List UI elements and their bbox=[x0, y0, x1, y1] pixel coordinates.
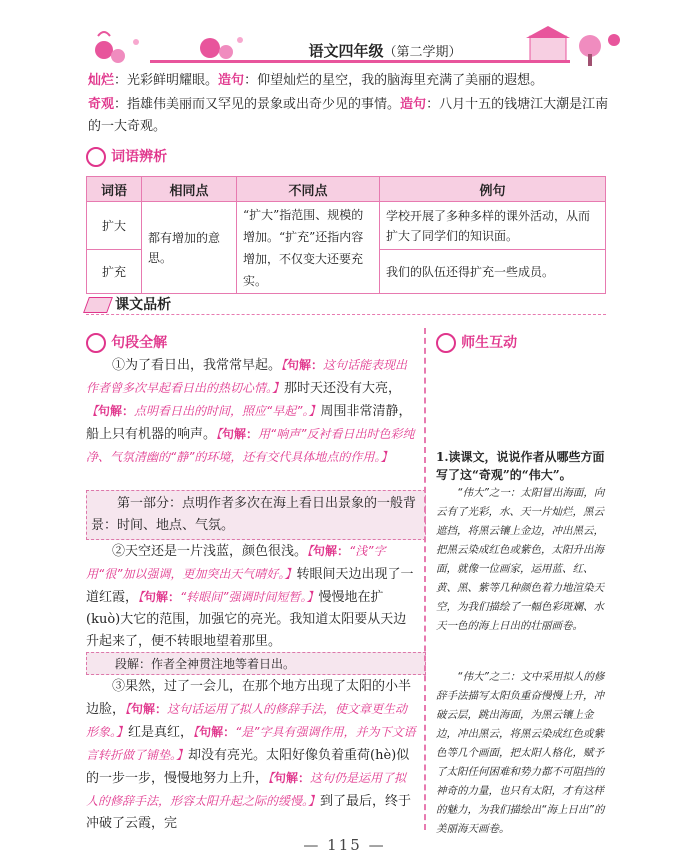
vocab-tag: 造句 bbox=[218, 73, 245, 88]
annotation: “浅”字用“很”加以强调，更加突出天气晴好。 bbox=[86, 544, 386, 581]
paragraph-3: ③果然，过了一会儿，在那个地方出现了太阳的小半边脸，【句解：这句话运用了拟人的修辞手法，使文章更生动形象。】红是真红，【句解：“是”字具有强调作用，并为下文语言转折做了铺垫。】却没有亮光。太阳好像负着重荷(hè)似的一步一步，慢慢地努力上升，【句解：这句仍是运用了拟人的修辞手法，形容太阳升起之际的缓慢。】到了最后，终于冲破了云霞，完 bbox=[86, 679, 416, 831]
magnifier-icon bbox=[86, 147, 106, 167]
answer-paragraph: “伟大”之一：太阳冒出海面，向云有了光彩，水、天一片灿烂，黑云遮挡，将黑云镶上金边，冲出黑云，把黑云染成红色或紫色，太阳升出海面，就像一位画家，运用蓝、红、黄、黑、紫等几种颜色着力地渲染天空，为我们描绘了一幅色彩斑斓、水天一色的海上日出的壮丽画卷。 bbox=[436, 487, 605, 632]
annotation-label: 句解： bbox=[274, 771, 311, 785]
vocab-example: 仰望灿烂的星空，我的脑海里充满了美丽的遐想。 bbox=[257, 73, 544, 88]
table-cell-example: 学校开展了多种多样的课外活动，从而扩大了同学们的知识面。 bbox=[380, 202, 606, 250]
table-header: 词语 bbox=[87, 177, 142, 202]
magnifier-icon bbox=[436, 333, 456, 353]
annotation: 这句话能表现出作者曾多次早起看日出的热切心情。 bbox=[86, 358, 408, 395]
annotation-label: 句解： bbox=[199, 725, 236, 739]
sentence: 到了最后，终于冲破了云霞，完 bbox=[86, 794, 412, 831]
table-header: 例句 bbox=[380, 177, 606, 202]
answer-paragraph: “伟大”之二：文中采用拟人的修辞手法描写太阳负重奋慢慢上升，冲破云层，跳出海面，为黑云镶上金边，冲出黑云，将黑云染成红色或紫色等几个画面，把太阳人格化，赋予了太阳任何困难和势力都不可阻挡的神奇的力量，也只有太阳，才有这样的魅力，为我们描绘出“海上日出”的美丽海天画卷。 bbox=[436, 671, 605, 835]
comparison-table bbox=[86, 176, 606, 294]
annotation: 这句仍是运用了拟人的修辞手法，形容太阳升起之际的缓慢。 bbox=[86, 771, 407, 808]
summary-box: 第一部分：点明作者多次在海上看日出景象的一般背景：时间、地点、气氛。 bbox=[86, 490, 426, 540]
section-title: 句段全解 bbox=[111, 335, 168, 351]
sentence: 却没有亮光。太阳好像负着重荷(hè)似的一步一步，慢慢地努力上升， bbox=[86, 748, 410, 786]
table-cell-word: 扩充 bbox=[87, 250, 142, 294]
sentence: 转眼间天边出现了一道红霞， bbox=[86, 567, 414, 605]
table-header: 相同点 bbox=[142, 177, 237, 202]
vocab-tag: 造句 bbox=[400, 97, 427, 112]
annotation-label: 句解： bbox=[222, 427, 259, 441]
section-title: 词语辨析 bbox=[111, 149, 168, 165]
sentence: ③果然，过了一会儿，在那个地方出现了太阳的小半边脸， bbox=[86, 679, 412, 717]
annotation: “转眼间”强调时间短暂。 bbox=[180, 590, 307, 604]
section-title: 师生互动 bbox=[461, 335, 518, 351]
sentence: 那时天还没有大亮， bbox=[284, 381, 402, 396]
vocab-def: 光彩鲜明耀眼。 bbox=[127, 73, 219, 88]
word-section-heading bbox=[86, 146, 167, 167]
summary-box: 段解：作者全神贯注地等着日出。 bbox=[86, 652, 426, 675]
annotation: “是”字具有强调作用，并为下文语言转折做了铺垫。 bbox=[86, 725, 416, 762]
annotation-label: 句解： bbox=[144, 590, 181, 604]
table-cell-same: 都有增加的意思。 bbox=[142, 202, 237, 294]
sentence: 周围非常清静，船上只有机器的响声。 bbox=[86, 404, 412, 442]
analysis-title: 课文品析 bbox=[115, 297, 172, 313]
header-rule bbox=[150, 60, 570, 63]
page-title bbox=[250, 40, 520, 61]
table-header: 不同点 bbox=[237, 177, 380, 202]
sentence: 红是真红， bbox=[128, 725, 194, 740]
discussion-question: 1.读课文，说说作者从哪些方面写了这“奇观”的“伟大”。 bbox=[436, 450, 605, 482]
vocab-entry: 灿烂：光彩鲜明耀眼。造句：仰望灿烂的星空，我的脑海里充满了美丽的遐想。 bbox=[88, 73, 544, 88]
pencil-icon bbox=[83, 297, 113, 313]
vocab-entry: 奇观：指雄伟美丽而又罕见的景象或出奇少见的事情。造句：八月十五的钱塘江大潮是江南的一大奇观。 bbox=[88, 97, 609, 134]
annotation: 这句话运用了拟人的修辞手法，使文章更生动形象。 bbox=[86, 702, 408, 739]
magnifier-icon bbox=[86, 333, 106, 353]
book-title: 语文四年级 bbox=[308, 42, 384, 60]
vocab-word: 灿烂 bbox=[88, 73, 115, 88]
book-subtitle: （第二学期） bbox=[383, 45, 462, 60]
annotation-label: 句解： bbox=[313, 544, 350, 558]
left-section-heading bbox=[86, 332, 167, 353]
sentence: 慢慢地在扩(kuò)大它的范围，加强它的亮光。我知道太阳要从天边升起来了，便不转眼地望着那里。 bbox=[86, 590, 407, 649]
table-header-row bbox=[87, 177, 606, 202]
table-cell-diff: “扩大”指范围、规模的增加。“扩充”还指内容增加，不仅变大还要充实。 bbox=[237, 202, 380, 294]
sentence: ②天空还是一片浅蓝，颜色很浅。 bbox=[112, 544, 308, 559]
page-number: — 115 — bbox=[303, 836, 386, 854]
vocab-def: 指雄伟美丽而又罕见的景象或出奇少见的事情。 bbox=[127, 97, 401, 112]
table-cell-example: 我们的队伍还得扩充一些成员。 bbox=[380, 250, 606, 294]
sentence: ①为了看日出，我常常早起。 bbox=[112, 358, 282, 373]
vocab-example: 八月十五的钱塘江大潮是江南的一大奇观。 bbox=[88, 97, 609, 134]
column-divider bbox=[424, 328, 426, 830]
paragraph-1: ①为了看日出，我常常早起。【句解：这句话能表现出作者曾多次早起看日出的热切心情。】那时天还没有大亮，【句解：点明看日出的时间，照应“早起”。】周围非常清静，船上只有机器的响声。【句解：用“响声”反衬看日出时色彩纯净、气氛清幽的“静”的环境，还有交代具体地点的作用。】 bbox=[86, 358, 415, 464]
vocab-word: 奇观 bbox=[88, 97, 115, 112]
annotation: 用“响声”反衬看日出时色彩纯净、气氛清幽的“静”的环境，还有交代具体地点的作用。 bbox=[86, 427, 415, 464]
annotation-label: 句解： bbox=[131, 702, 168, 716]
annotation-label: 句解： bbox=[98, 404, 135, 418]
paragraph-2: ②天空还是一片浅蓝，颜色很浅。【句解：“浅”字用“很”加以强调，更加突出天气晴好。】转眼间天边出现了一道红霞，【句解：“转眼间”强调时间短暂。】慢慢地在扩(kuò)大它的范围，加强它的亮光。我知道太阳要从天边升起来了，便不转眼地望着那里。 bbox=[86, 544, 414, 649]
table-cell-word: 扩大 bbox=[87, 202, 142, 250]
annotation: 点明看日出的时间，照应“早起”。 bbox=[134, 404, 309, 418]
table-row bbox=[87, 202, 606, 250]
annotation-label: 句解： bbox=[287, 358, 324, 372]
analysis-banner bbox=[86, 294, 606, 315]
right-section-heading bbox=[436, 332, 517, 353]
